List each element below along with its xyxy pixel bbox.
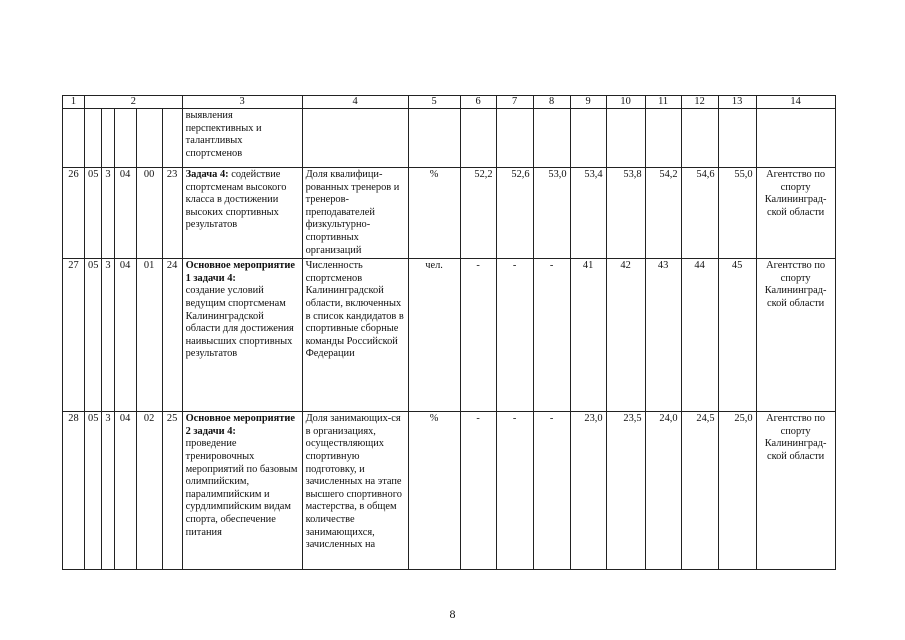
code-cell: 24 [162, 259, 182, 412]
header-cell: 7 [496, 96, 533, 109]
value-cell: - [460, 412, 496, 570]
task-title-bold: Основное мероприятие 1 задачи 4: [185, 260, 295, 284]
code-cell: 3 [102, 168, 114, 259]
header-cell: 12 [681, 96, 718, 109]
table-row [63, 259, 836, 412]
code-cell: 25 [162, 412, 182, 570]
code-cell: 04 [114, 259, 136, 412]
header-cell: 14 [756, 96, 835, 109]
data-table [62, 95, 836, 570]
table-row [63, 412, 836, 570]
header-cell: 3 [182, 96, 302, 109]
task-title [182, 168, 302, 259]
header-cell: 1 [63, 96, 85, 109]
header-cell: 10 [606, 96, 645, 109]
code-cell: 04 [114, 412, 136, 570]
code-cell: 02 [136, 412, 162, 570]
value-cell: - [496, 259, 533, 412]
code-cell: 05 [85, 168, 102, 259]
code-cell: 01 [136, 259, 162, 412]
task-title-bold: Основное мероприятие 2 задачи 4: [185, 413, 295, 437]
value-cell: - [533, 259, 570, 412]
agency-cell: Агентство по спорту Калининград-ской области [756, 412, 835, 570]
continuation-text: выявления перспективных и талантливых спортсменов [182, 109, 302, 168]
table-row [63, 168, 836, 259]
page-number: 8 [449, 607, 456, 621]
value-cell: 23,5 [606, 412, 645, 570]
header-cell: 5 [408, 96, 460, 109]
code-cell: 05 [85, 259, 102, 412]
value-cell: 52,6 [496, 168, 533, 259]
value-cell: 44 [681, 259, 718, 412]
header-cell: 2 [85, 96, 183, 109]
header-cell: 4 [302, 96, 408, 109]
value-cell: - [533, 412, 570, 570]
value-cell: 24,0 [645, 412, 681, 570]
value-cell: 45 [718, 259, 756, 412]
value-cell: 53,8 [606, 168, 645, 259]
header-cell: 13 [718, 96, 756, 109]
code-cell: 00 [136, 168, 162, 259]
header-row [63, 96, 836, 109]
value-cell: 42 [606, 259, 645, 412]
row-number: 26 [63, 168, 85, 259]
unit-cell: % [408, 168, 460, 259]
indicator-cell: Доля квалифици-рованных тренеров и тренеров-преподавателей физкультурно-спортивных организаций [302, 168, 408, 259]
code-cell: 23 [162, 168, 182, 259]
row-number: 28 [63, 412, 85, 570]
value-cell: 54,6 [681, 168, 718, 259]
value-cell: 25,0 [718, 412, 756, 570]
header-cell: 9 [570, 96, 606, 109]
value-cell: - [460, 259, 496, 412]
value-cell: 23,0 [570, 412, 606, 570]
code-cell: 05 [85, 412, 102, 570]
code-cell: 3 [102, 412, 114, 570]
value-cell: 43 [645, 259, 681, 412]
task-title-text: создание условий ведущим спортсменам Калининградской области для достижения наивысших спортивных результатов [185, 285, 294, 360]
table-container [62, 95, 836, 570]
row-number: 27 [63, 259, 85, 412]
code-cell: 3 [102, 259, 114, 412]
value-cell: 55,0 [718, 168, 756, 259]
indicator-cell: Доля занимающих-ся в организациях, осуществляющих спортивную подготовку, и зачисленных на этапе высшего спортивного мастерства, в общем количестве занимающихся, зачисленных на [302, 412, 408, 570]
value-cell: - [496, 412, 533, 570]
code-cell: 04 [114, 168, 136, 259]
unit-cell: % [408, 412, 460, 570]
task-title [182, 259, 302, 412]
value-cell: 53,4 [570, 168, 606, 259]
value-cell: 52,2 [460, 168, 496, 259]
value-cell: 54,2 [645, 168, 681, 259]
header-cell: 8 [533, 96, 570, 109]
task-title-text: содействие спортсменам высокого класса в достижении высоких спортивных результатов [185, 169, 287, 231]
agency-cell: Агентство по спорту Калининград-ской области [756, 259, 835, 412]
indicator-cell: Численность спортсменов Калининградской области, включенных в список кандидатов в спортивные сборные команды Российской Федерации [302, 259, 408, 412]
task-title [182, 412, 302, 570]
task-title-text: проведение тренировочных мероприятий по базовым олимпийским, паралимпийским и сурдлимпийским видам спорта, обеспечение питания [185, 438, 298, 538]
value-cell: 41 [570, 259, 606, 412]
agency-cell: Агентство по спорту Калининград-ской области [756, 168, 835, 259]
header-cell: 6 [460, 96, 496, 109]
table-row [63, 109, 836, 168]
header-cell: 11 [645, 96, 681, 109]
task-title-bold: Задача 4: [185, 169, 229, 180]
value-cell: 24,5 [681, 412, 718, 570]
unit-cell: чел. [408, 259, 460, 412]
value-cell: 53,0 [533, 168, 570, 259]
